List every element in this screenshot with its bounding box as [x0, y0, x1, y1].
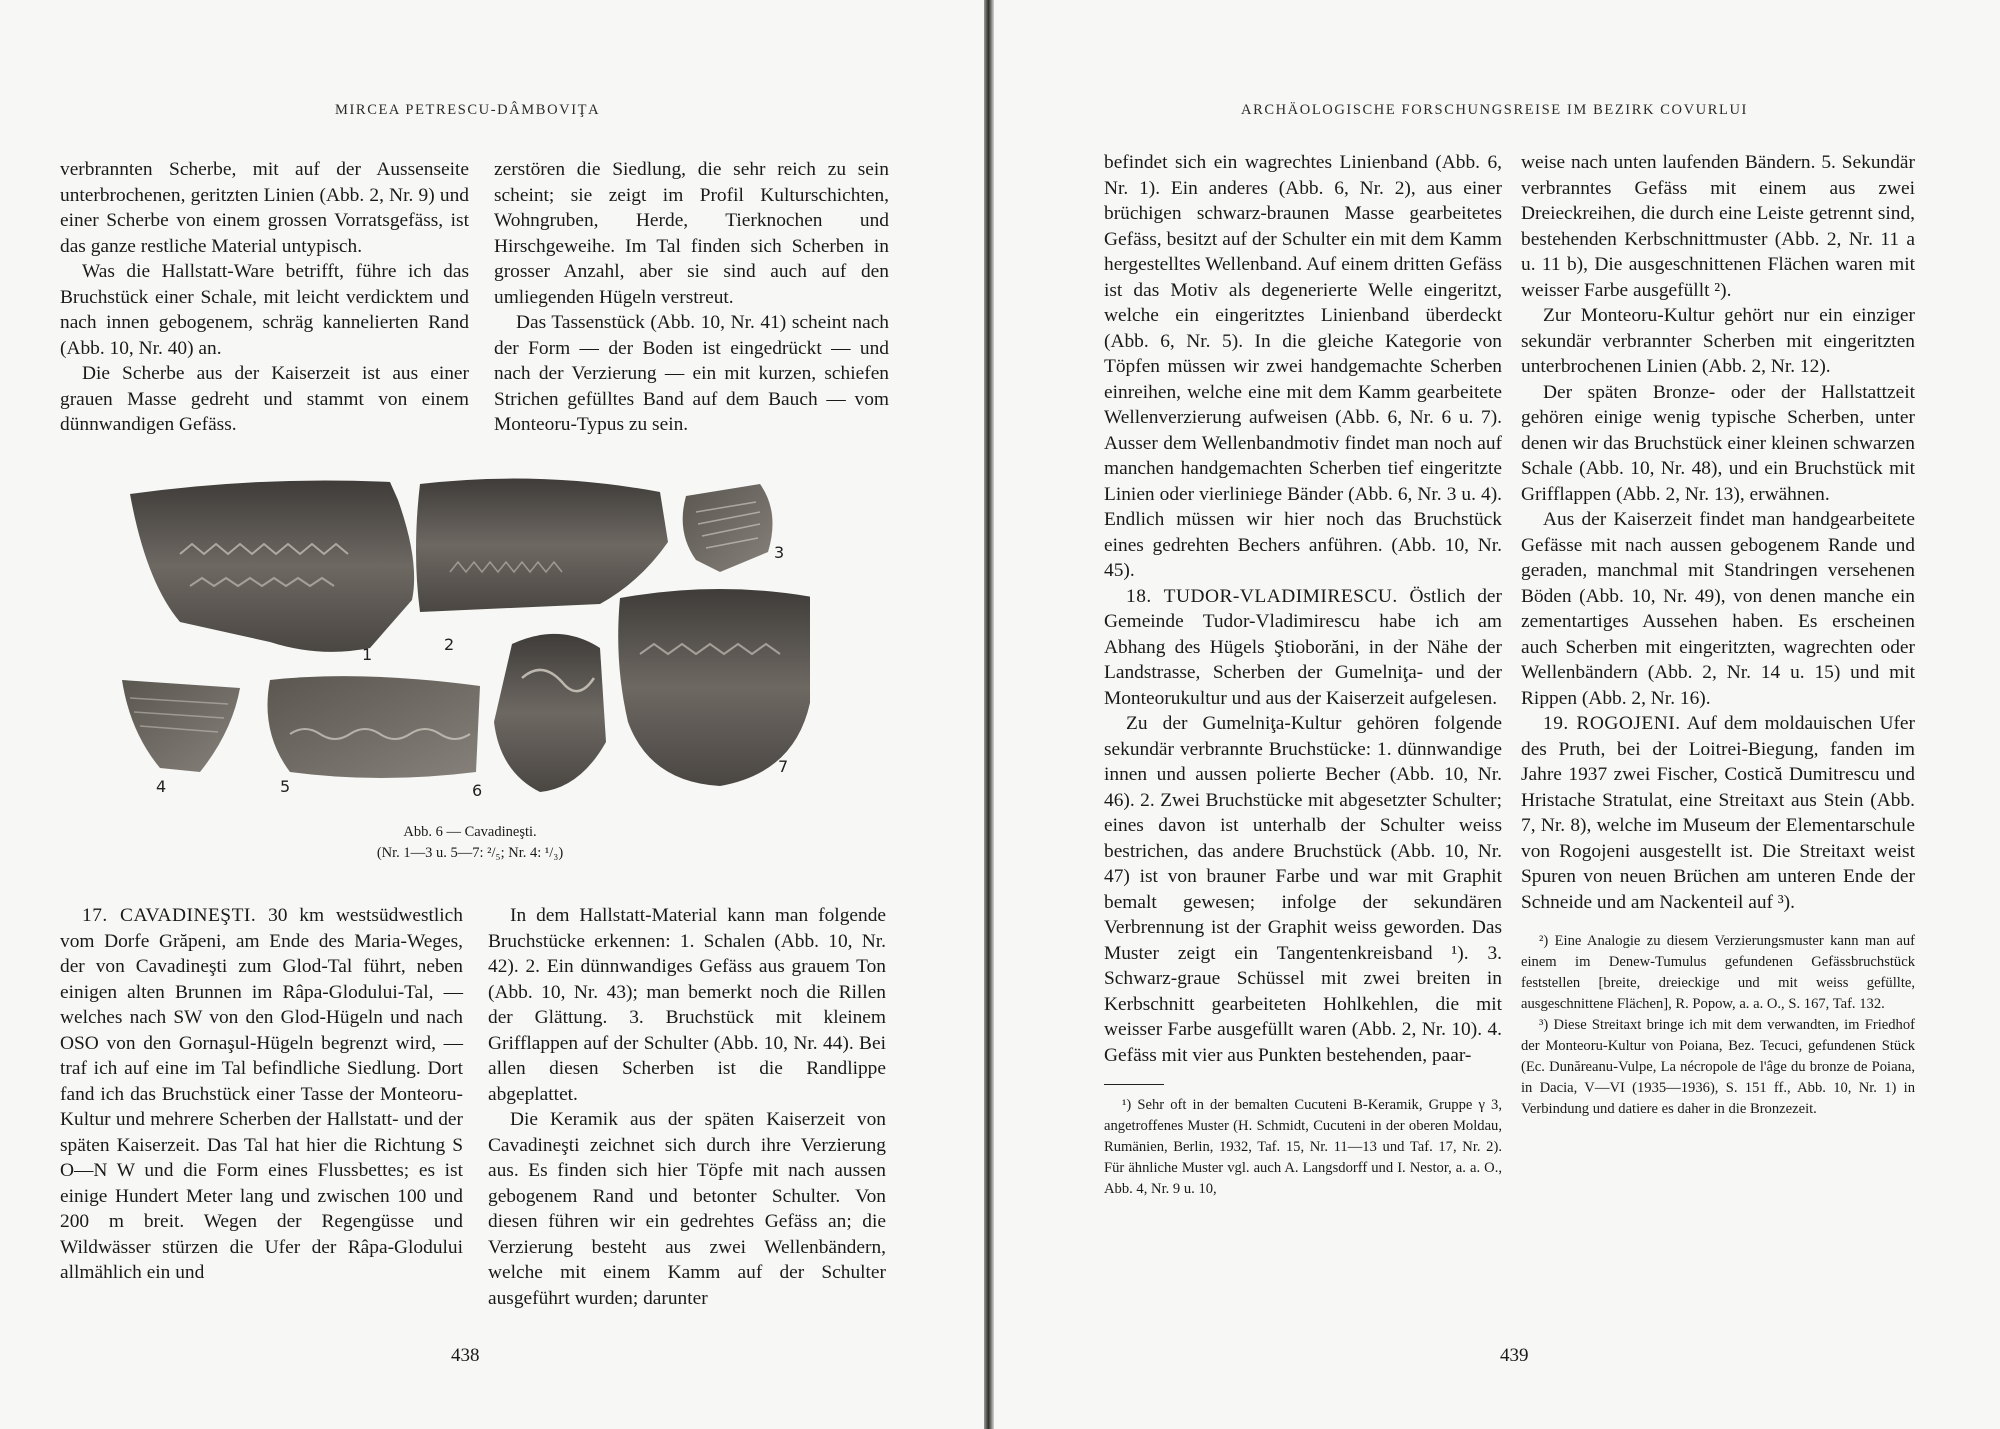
paragraph: In dem Hallstatt-Material kann man folgende Bruchstücke erkennen: 1. Schalen (Abb. 10, Nr. 42). 2. Ein dünnwandiges Gefäss aus grauem Ton (Abb. 10, Nr. 43); man bemerkt noch die Rillen der Glättung. 3. Bruchstück mit kleinem Grifflappen auf der Schulter (Abb. 10, Nr. 44). Bei allen diesen Scherben ist die Randlippe abgeplattet. [488, 905, 886, 1105]
sherd-1 [130, 481, 414, 652]
figure-number: 1 [362, 645, 373, 664]
running-head-left: MIRCEA PETRESCU-DÂMBOVIŢA [335, 102, 601, 118]
right-column-1 [1104, 150, 1502, 1200]
paragraph: Östlich der Gemeinde Tudor-Vladimirescu habe ich am Abhang des Hügels Ştioborăni, in der Nähe der Landstrasse, Scherben der Gumelniţa- und der Monteorukultur und aus der Kaiserzeit aufgelesen. [1104, 585, 1502, 709]
right-page [994, 0, 2000, 1429]
left-bottom-column-2 [488, 903, 886, 1311]
sherd-5 [268, 676, 481, 778]
footnotes-2-3 [1521, 931, 1915, 1120]
footnote-1 [1104, 1095, 1502, 1200]
paragraph: Was die Hallstatt-Ware betrifft, führe ich das Bruchstück einer Schale, mit leicht verdicktem und nach innen gebogenem, schräg kannelierten Rand (Abb. 10, Nr. 40) an. [60, 261, 469, 359]
running-head-right: ARCHÄOLOGISCHE FORSCHUNGSREISE IM BEZIRK COVURLUI [1241, 102, 1748, 118]
paragraph: befindet sich ein wagrechtes Linienband (Abb. 6, Nr. 1). Ein anderes (Abb. 6, Nr. 2), aus einer brüchigen schwarz-braunen Masse gearbeitetes Gefäss, besitzt auf der Schulter ein mit dem Kamm hergestelltes Wellenband. Auf einem dritten Gefäss ist das Motiv als degenerierte Welle eingeritzt, welche ein eingeritztes Linienband überdeckt (Abb. 6, Nr. 5). In die gleiche Kategorie von Töpfen müssen wir zwei handgemachte Scherben einreihen, welche eine mit dem Kamm gearbeitete Wellenverzierung aufweisen (Abb. 6, Nr. 6 u. 7). Ausser dem Wellenbandmotiv findet man noch auf manchen handgemachten Scherben tief eingeritzte Linien oder vierliniege Bänder (Abb. 6, Nr. 3 u. 4). Endlich müssen wir hier noch das Bruchstück eines gedrehten Bechers anführen. (Abb. 10, Nr. 45). [1104, 152, 1502, 581]
figure-number: 4 [156, 777, 167, 796]
left-top-column-1 [60, 157, 469, 438]
figure-number: 5 [280, 777, 291, 796]
caption-scale: (Nr. 1—3 u. 5—7: ²/₅; Nr. 4: ¹/₃) [376, 845, 564, 861]
section-heading-19: 19. ROGOJENI. [1543, 713, 1681, 734]
paragraph: Auf dem moldauischen Ufer des Pruth, bei der Loitrei-Biegung, fanden im Jahre 1937 zwei Fischer, Costică Dumitrescu und Hristache Stratulat, eine Streitaxt aus Stein (Abb. 7, Nr. 8), welche im Museum der Elementarschule von Rogojeni ausgestellt ist. Die Streitaxt weist Spuren von neuen Brüchen am unteren Ende der Schneide und am Nackenteil auf ³). [1521, 713, 1915, 913]
figure-number: 6 [472, 781, 483, 800]
footnote-rule [1104, 1084, 1164, 1085]
sherd-6 [494, 634, 606, 792]
paragraph: Aus der Kaiserzeit findet man handgearbeitete Gefässe mit nach aussen gebogenem Rande und geraden, manchmal mit Standringen versehenen Böden (Abb. 10, Nr. 49), von denen manche ein zementartiges Aussehen haben. Es erscheinen auch Scherben mit eingeritzten, wagrechten oder Wellenbändern (Abb. 2, Nr. 14 u. 15) und mit Rippen (Abb. 2, Nr. 16). [1521, 509, 1915, 709]
page-number-right: 439 [1500, 1345, 1529, 1366]
figure-number: 7 [778, 757, 789, 776]
figure-number: 2 [444, 635, 455, 654]
paragraph: Der späten Bronze- oder der Hallstattzeit gehören einige wenig typische Scherben, unter denen wir das Bruchstück einer kleinen schwarzen Schale (Abb. 10, Nr. 48), und ein Bruchstück mit Grifflappen (Abb. 2, Nr. 13), erwähnen. [1521, 381, 1915, 505]
left-page [0, 0, 984, 1429]
figure-caption [330, 822, 610, 864]
paragraph: 30 km westsüdwestlich vom Dorfe Grăpeni, am Ende des Maria-Weges, der von Cavadineşti zum Glod-Tal führt, neben einigen alten Brunnen im Râpa-Glodului-Tal, — welches nach SW von den Glod-Hügeln und nach OSO von den Gornaşul-Hügeln begrenzt wird, — traf ich auf eine im Tal befindliche Siedlung. Dort fand ich das Bruchstück einer Tasse der Monteoru-Kultur und mehrere Scherben der Hallstatt- und der späten Kaiserzeit. Das Tal hat hier die Richtung S O—N W und die Form eines Flussbettes; es ist einige Hundert Meter lang und zwischen 100 und 200 m breit. Wegen der Regengüsse und Wildwässer stürzen die Ufer der Râpa-Glodului allmählich ein und [60, 905, 463, 1283]
paragraph: Das Tassenstück (Abb. 10, Nr. 41) scheint nach der Form — der Boden ist eingedrückt — und nach der Verzierung — ein mit kurzen, schiefen Strichen gefülltes Band auf dem Bauch — vom Monteoru-Typus zu sein. [494, 312, 889, 435]
paragraph: Die Scherbe aus der Kaiserzeit ist aus einer grauen Masse gedreht und stammt von einem dünnwandigen Gefäss. [60, 363, 469, 435]
footnote-text: ³) Diese Streitaxt bringe ich mit dem verwandten, im Friedhof der Monteoru-Kultur von Poiana, Bez. Tecuci, gefundenen Stück (Ec. Dunăreanu-Vulpe, La nécropole de l'âge du bronze de Poiana, in Dacia, V—VI (1935—1936), S. 151 ff., Abb. 10, Nr. 1) in Verbindung und datiere es daher in die Bronzezeit. [1521, 1017, 1915, 1117]
sherd-4 [122, 680, 240, 772]
sherd-figure-plate [120, 472, 810, 808]
paragraph: Die Keramik aus der späten Kaiserzeit von Cavadineşti zeichnet sich durch ihre Verzierung aus. Es finden sich hier Töpfe mit nach aussen gebogenem Rand und betonter Schulter. Von diesen führen wir ein gedrehtes Gefäss an; die Verzierung besteht aus zwei Wellenbändern, welche mit einem Kamm auf der Schulter ausgeführt wurden; darunter [488, 1109, 886, 1309]
paragraph: zerstören die Siedlung, die sehr reich zu sein scheint; sie zeigt im Profil Kulturschichten, Wohngruben, Herde, Tierknochen und Hirschgeweihe. Im Tal finden sich Scherben in grosser Anzahl, aber sie sind auch auf den umliegenden Hügeln verstreut. [494, 159, 889, 308]
paragraph: Zur Monteoru-Kultur gehört nur ein einziger sekundär verbrannter Scherben mit eingeritzten unterbrochenen Linien (Abb. 2, Nr. 12). [1521, 305, 1915, 377]
right-column-2 [1521, 150, 1915, 1120]
book-gutter [984, 0, 994, 1429]
caption-title: Abb. 6 — Cavadineşti. [403, 824, 537, 840]
left-bottom-column-1 [60, 903, 463, 1286]
footnote-text: ²) Eine Analogie zu diesem Verzierungsmuster kann man auf einem im Denew-Tumulus gefundenen Gefässbruchstück feststellen [breite, dreieckige und mit weiss gefüllte, ausgeschnittene Flächen], R. Popow, a. a. O., S. 167, Taf. 132. [1521, 933, 1915, 1012]
paragraph: verbrannten Scherbe, mit auf der Aussenseite unterbrochenen, geritzten Linien (Abb. 2, Nr. 9) und einer Scherbe von einem grossen Vorratsgefäss, ist das ganze restliche Material untypisch. [60, 159, 469, 257]
sherd-3 [683, 484, 773, 572]
left-top-column-2 [494, 157, 889, 438]
paragraph: Zu der Gumelniţa-Kultur gehören folgende sekundär verbrannte Bruchstücke: 1. dünnwandige innen und aussen polierte Becher (Abb. 10, Nr. 46). 2. Zwei Bruchstücke mit abgesetzter Schulter; eines davon ist unterhalb der Schulter weiss bestrichen, das andere Bruchstück (Abb. 10, Nr. 47) ist von brauner Farbe und war mit Graphit bemalt gewesen; infolge der sekundären Verbrennung ist der Graphit weiss geworden. Das Muster zeigt ein Tangentenkreisband ¹). 3. Schwarz-graue Schüssel mit zwei breiten in Kerbschnitt gearbeiteten Hohlkehlen, die mit weisser Farbe ausgefüllt waren (Abb. 2, Nr. 10). 4. Gefäss mit vier aus Punkten bestehenden, paar- [1104, 713, 1502, 1066]
page-number-left: 438 [451, 1345, 480, 1366]
section-heading-17: 17. CAVADINEŞTI. [82, 905, 257, 926]
paragraph: weise nach unten laufenden Bändern. 5. Sekundär verbranntes Gefäss mit einem aus zwei Dreieckreihen, die durch eine Leiste getrennt sind, bestehenden Kerbschnittmuster (Abb. 2, Nr. 11 a u. 11 b), Die ausgeschnittenen Flächen waren mit weisser Farbe ausgefüllt ²). [1521, 152, 1915, 301]
footnote-text: ¹) Sehr oft in der bemalten Cucuteni B-Keramik, Gruppe γ 3, angetroffenes Muster (H. Schmidt, Cucuteni in der oberen Moldau, Rumänien, Berlin, 1932, Taf. 15, Nr. 11—13 und Taf. 17, Nr. 2). Für ähnliche Muster vgl. auch A. Langsdorff und I. Nestor, a. a. O., Abb. 4, Nr. 9 u. 10, [1104, 1097, 1502, 1197]
section-heading-18: 18. TUDOR-VLADIMIRESCU. [1126, 585, 1398, 607]
sherd-2 [416, 479, 668, 612]
figure-number: 3 [774, 543, 785, 562]
